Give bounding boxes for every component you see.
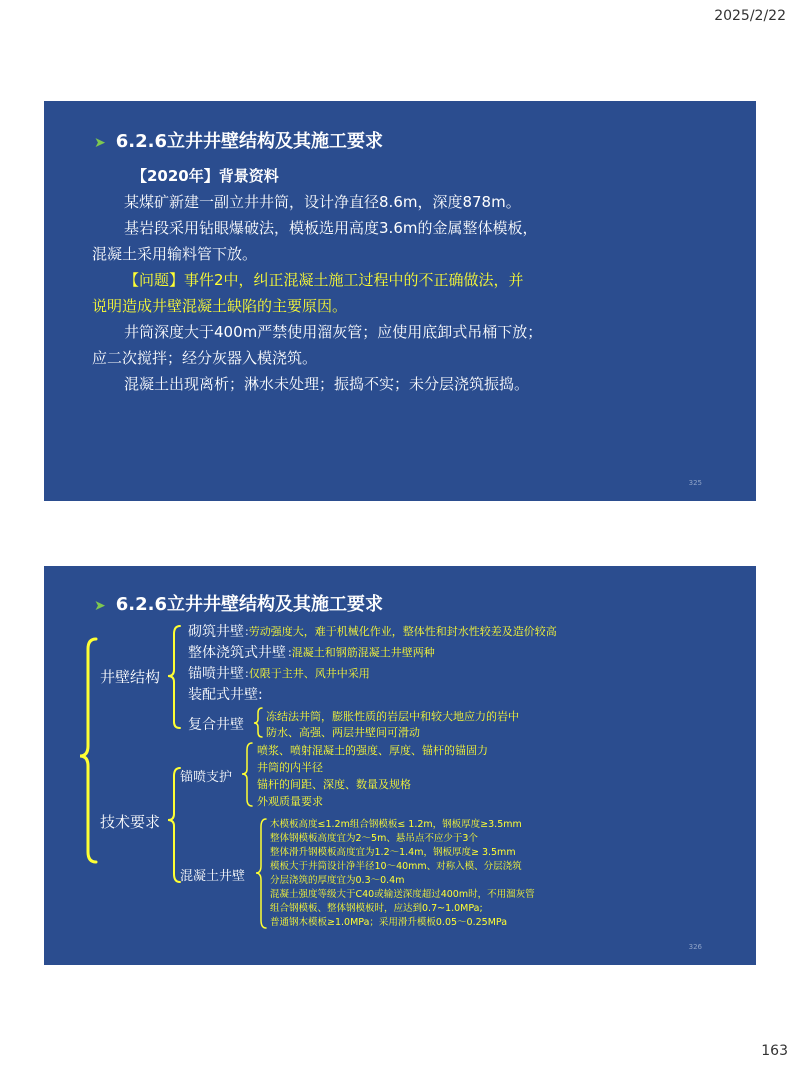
sub-category-maopen: 锚喷支护 bbox=[180, 770, 233, 785]
slide-number: 325 bbox=[688, 479, 702, 487]
jishu-brace bbox=[168, 768, 180, 882]
text-line: 基岩段采用钻眼爆破法，模板选用高度3.6m的金属整体模板， bbox=[124, 219, 538, 237]
text-line: 混凝土采用输料管下放。 bbox=[92, 245, 258, 263]
jingbi-brace bbox=[168, 626, 180, 728]
item-label: 装配式井壁: bbox=[188, 687, 263, 703]
sub-category-concrete-wall: 混凝土井壁 bbox=[180, 869, 246, 884]
requirement-note: 外观质量要求 bbox=[257, 795, 323, 808]
requirement-note: 模板大于井筒设计净半径10～40mm、对称入模、分层浇筑 bbox=[270, 861, 522, 872]
item-label: 锚喷井壁 bbox=[188, 666, 244, 682]
requirement-note: 木模板高度≤1.2m组合钢模板≤ 1.2m，钢板厚度≥3.5mm bbox=[270, 819, 522, 830]
item-note: 防水、高强、两层井壁间可滑动 bbox=[266, 726, 420, 739]
category-jingbi-structure: 井壁结构 bbox=[100, 668, 161, 686]
arrow-bullet-icon: ➤ bbox=[94, 135, 106, 151]
requirement-note: 井筒的内半径 bbox=[257, 761, 323, 774]
item-label: 砌筑井壁 bbox=[188, 624, 244, 640]
requirement-note: 普通钢木模板≥1.0MPa；采用滑升模板0.05～0.25MPa bbox=[270, 917, 508, 928]
hunningtu-brace bbox=[256, 819, 266, 928]
arrow-bullet-icon: ➤ bbox=[94, 598, 106, 614]
slide-326 bbox=[44, 566, 756, 965]
requirement-note: 喷浆、喷射混凝土的强度、厚度、锚杆的锚固力 bbox=[257, 744, 488, 757]
item-note: 冻结法井筒，膨胀性质的岩层中和较大地应力的岩中 bbox=[266, 710, 519, 723]
requirement-note: 混凝土强度等级大于C40或输送深度超过400m时，不用溜灰管 bbox=[270, 889, 535, 900]
page-number: 163 bbox=[761, 1043, 788, 1059]
requirement-note: 整体钢模板高度宜为2～5m、悬吊点不应少于3个 bbox=[270, 833, 478, 844]
requirement-note: 组合钢模板、整体钢模板时，应达到0.7~1.0MPa; bbox=[270, 903, 483, 914]
category-technical-requirements: 技术要求 bbox=[100, 813, 161, 831]
slide-title bbox=[94, 127, 383, 153]
answer-line: 应二次搅拌；经分灰器入模浇筑。 bbox=[92, 349, 318, 367]
print-date: 2025/2/22 bbox=[714, 8, 786, 24]
item-note: :劳动强度大，难于机械化作业，整体性和封水性较差及造价较高 bbox=[245, 625, 557, 638]
slide-number: 326 bbox=[688, 943, 702, 951]
slide-title-text: 6.2.6立井井壁结构及其施工要求 bbox=[115, 594, 383, 615]
item-label: 整体浇筑式井壁 bbox=[188, 645, 286, 661]
question-line: 【问题】事件2中，纠正混凝土施工过程中的不正确做法，并 bbox=[124, 271, 524, 289]
question-line: 说明造成井壁混凝土缺陷的主要原因。 bbox=[92, 297, 348, 315]
item-label: 复合井壁 bbox=[188, 717, 244, 733]
fuhe-brace bbox=[254, 708, 262, 737]
answer-line: 井筒深度大于400m严禁使用溜灰管；应使用底卸式吊桶下放； bbox=[124, 323, 543, 341]
slide-325 bbox=[44, 101, 756, 501]
item-note: :仅限于主井、风井中采用 bbox=[245, 667, 370, 680]
requirement-note: 整体滑升钢模板高度宜为1.2～1.4m，钢板厚度≥ 3.5mm bbox=[270, 847, 516, 858]
slide-title-text: 6.2.6立井井壁结构及其施工要求 bbox=[115, 131, 383, 152]
background-heading: 【2020年】背景资料 bbox=[132, 167, 279, 185]
item-note: :混凝土和钢筋混凝土井壁两种 bbox=[288, 646, 435, 659]
answer-line: 混凝土出现离析；淋水未处理；振捣不实；未分层浇筑振捣。 bbox=[124, 375, 530, 393]
requirement-note: 锚杆的间距、深度、数量及规格 bbox=[257, 778, 411, 791]
maopen-brace bbox=[242, 743, 252, 806]
requirement-note: 分层浇筑的厚度宜为0.3～0.4m bbox=[270, 875, 405, 886]
text-line: 某煤矿新建一副立井井筒，设计净直径8.6m，深度878m。 bbox=[124, 193, 521, 211]
main-brace bbox=[80, 639, 96, 862]
